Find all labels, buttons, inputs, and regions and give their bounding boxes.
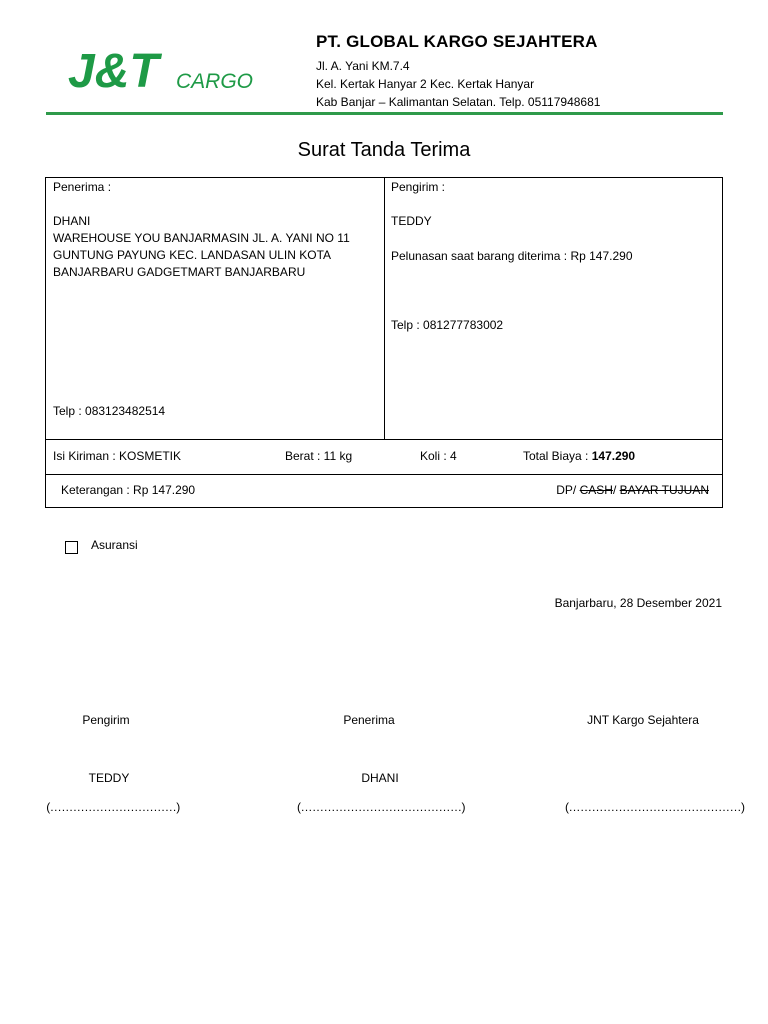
column-divider [384,178,385,439]
receipt-table [45,177,723,508]
sender-payment-note: Pelunasan saat barang diterima : Rp 147.290 [391,249,633,263]
option-separator: / [612,483,617,497]
company-signature-line: (………………………………………) [565,800,745,814]
sender-label: Pengirim : [391,180,446,194]
document-title: Surat Tanda Terima [297,139,471,161]
company-signature-role: JNT Kargo Sejahtera [587,713,699,727]
total-label: Total Biaya : [523,449,589,463]
shipment-koli: Koli : 4 [420,449,457,463]
sender-name: TEDDY [391,214,432,228]
header-divider [46,112,723,115]
receiver-phone: Telp : 083123482514 [53,404,166,418]
receiver-address: WAREHOUSE YOU BANJARMASIN JL. A. YANI NO 11 GUNTUNG PAYUNG KEC. LANDASAN ULIN KOTA BANJARBARU GADGETMART BANJARBARU [53,231,350,279]
company-address [316,57,600,111]
receiver-label: Penerima : [53,180,112,194]
receiver-signature-line: (……………………………………) [297,800,465,814]
shipment-total [523,448,635,465]
receiver-signature-role: Penerima [343,713,395,727]
address-line-1: Jl. A. Yani KM.7.4 [316,59,410,73]
address-line-3: Kab Banjar – Kalimantan Selatan. Telp. 05117948681 [316,95,601,109]
shipment-contents: Isi Kiriman : KOSMETIK [53,449,182,463]
receiver-name: DHANI [53,214,91,228]
company-name: PT. GLOBAL KARGO SEJAHTERA [316,32,598,51]
row-divider [46,439,722,440]
total-value: 147.290 [591,449,636,463]
insurance-label: Asuransi [91,538,138,552]
note-text: Keterangan : Rp 147.290 [61,483,196,497]
sender-phone: Telp : 081277783002 [391,318,504,332]
payment-method [556,482,709,499]
insurance-checkbox[interactable] [65,541,78,554]
row-divider [46,474,722,475]
dp-label: DP/ [556,483,577,497]
sender-signature-role: Pengirim [82,713,130,727]
sender-signature-name: TEDDY [88,771,130,785]
receiver-signature-name: DHANI [361,771,399,785]
cash-option: CASH [579,483,613,497]
company-header [316,32,600,111]
sender-signature-line: (……………………………) [46,800,180,814]
address-line-2: Kel. Kertak Hanyar 2 Kec. Kertak Hanyar [316,77,535,91]
svg-text:CARGO: CARGO [176,70,254,93]
bayar-tujuan-option: BAYAR TUJUAN [619,483,709,497]
svg-text:J&T: J&T [68,45,159,98]
place-date: Banjarbaru, 28 Desember 2021 [554,596,722,610]
shipment-weight: Berat : 11 kg [285,449,353,463]
jnt-cargo-logo [66,40,256,100]
